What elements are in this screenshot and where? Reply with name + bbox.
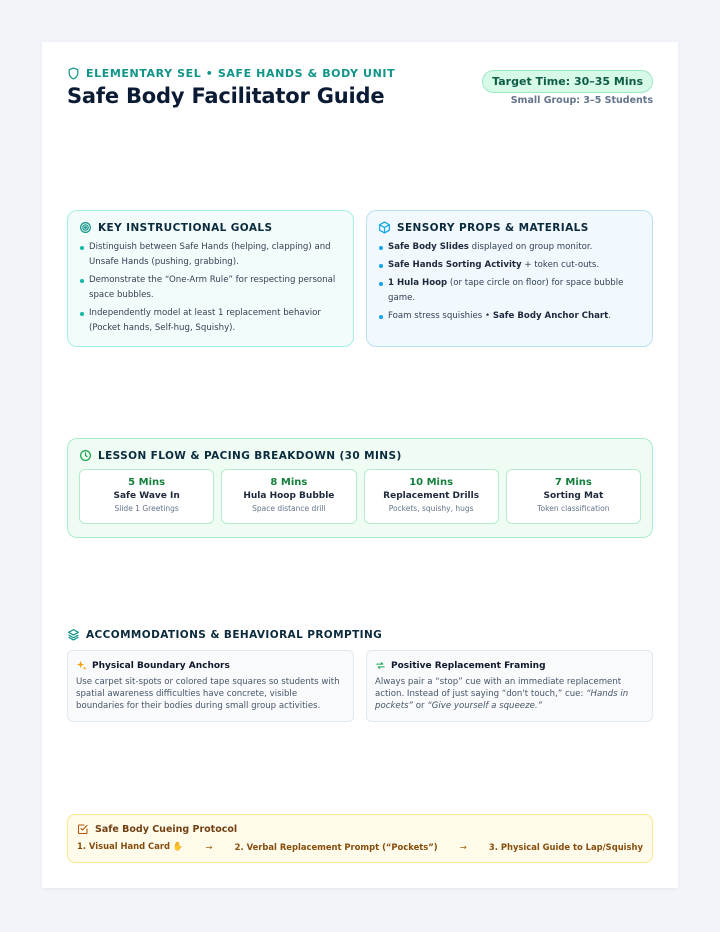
flow-tiles [79,469,641,524]
materials-list [378,240,641,324]
goals-heading [79,221,342,234]
accommodations-heading [67,628,382,641]
flow-tile [79,469,214,524]
flow-tile [506,469,641,524]
tile-detail: Space distance drill [252,504,326,513]
shield-icon [67,67,80,80]
cue-arrow: → [205,841,213,852]
target-icon [79,221,92,234]
list-item: 1 Hula Hoop (or tape circle on floor) for space bubble game. [378,276,641,306]
tile-detail: Token classification [537,504,610,513]
sparkle-icon [76,660,87,671]
list-item: Demonstrate the “One-Arm Rule” for respecting personal space bubbles. [79,273,342,303]
tile-detail: Slide 1 Greetings [114,504,179,513]
cueing-protocol-title: Safe Body Cueing Protocol [77,823,643,835]
tile-name: Sorting Mat [543,491,604,501]
page-title: Safe Body Facilitator Guide [67,84,385,108]
goals-heading-text: KEY INSTRUCTIONAL GOALS [98,221,273,234]
tile-duration: 7 Mins [554,477,592,488]
tile-duration: 5 Mins [128,477,166,488]
repeat-icon [375,660,386,671]
tile-name: Safe Wave In [113,491,180,501]
tile-duration: 8 Mins [270,477,308,488]
group-size-label: Small Group: 3–5 Students [510,95,653,106]
target-time-badge: Target Time: 30–35 Mins [482,70,653,93]
boundary-anchors-title: Physical Boundary Anchors [76,660,345,671]
cue-step-1: 1. Visual Hand Card ✋ [77,841,184,851]
materials-heading [378,221,641,234]
lesson-flow-heading-text: LESSON FLOW & PACING BREAKDOWN (30 MINS) [98,449,402,462]
goals-card [67,210,354,347]
checkbox-icon [77,823,89,835]
guide-page [42,42,678,888]
materials-heading-text: SENSORY PROPS & MATERIALS [397,221,589,234]
flow-tile [221,469,356,524]
tile-detail: Pockets, squishy, hugs [388,504,474,513]
list-item: Distinguish between Safe Hands (helping, clapping) and Unsafe Hands (pushing, grabbing). [79,240,342,270]
tile-name: Replacement Drills [383,491,480,501]
layers-icon [67,628,80,641]
tile-duration: 10 Mins [409,477,454,488]
cube-icon [378,221,391,234]
lesson-flow-heading [79,449,641,462]
list-item: Safe Body Slides displayed on group monitor. [378,240,641,255]
replacement-framing-body: Always pair a “stop” cue with an immediate replacement action. Instead of just saying “don't touch,” cue: “Hands in pockets” or “Give yourself a squeeze.” [375,677,629,711]
list-item: Safe Hands Sorting Activity + token cut-outs. [378,258,641,273]
replacement-framing-card [366,650,653,722]
flow-tile [364,469,499,524]
materials-card [366,210,653,347]
boundary-anchors-body: Use carpet sit-spots or colored tape squares so students with spatial awareness difficulties have concrete, visible boundaries for their bodies during small group activities. [76,677,340,711]
cue-step-2: 2. Verbal Replacement Prompt (“Pockets”) [234,841,438,852]
cue-arrow: → [459,841,467,852]
clock-icon [79,449,92,462]
cueing-steps [77,841,643,852]
goals-list [79,240,342,336]
accommodations-heading-text: ACCOMMODATIONS & BEHAVIORAL PROMPTING [86,628,383,641]
cue-step-3: 3. Physical Guide to Lap/Squishy [488,841,643,852]
replacement-framing-title: Positive Replacement Framing [375,660,644,671]
list-item: Independently model at least 1 replacement behavior (Pocket hands, Self-hug, Squishy). [79,306,342,336]
boundary-anchors-card [67,650,354,722]
lesson-flow-card [67,438,653,538]
eyebrow [67,67,395,80]
tile-name: Hula Hoop Bubble [243,491,335,501]
eyebrow-text: ELEMENTARY SEL • SAFE HANDS & BODY UNIT [86,67,396,80]
cueing-protocol-card [67,814,653,863]
list-item: Foam stress squishies • Safe Body Anchor Chart. [378,309,641,324]
